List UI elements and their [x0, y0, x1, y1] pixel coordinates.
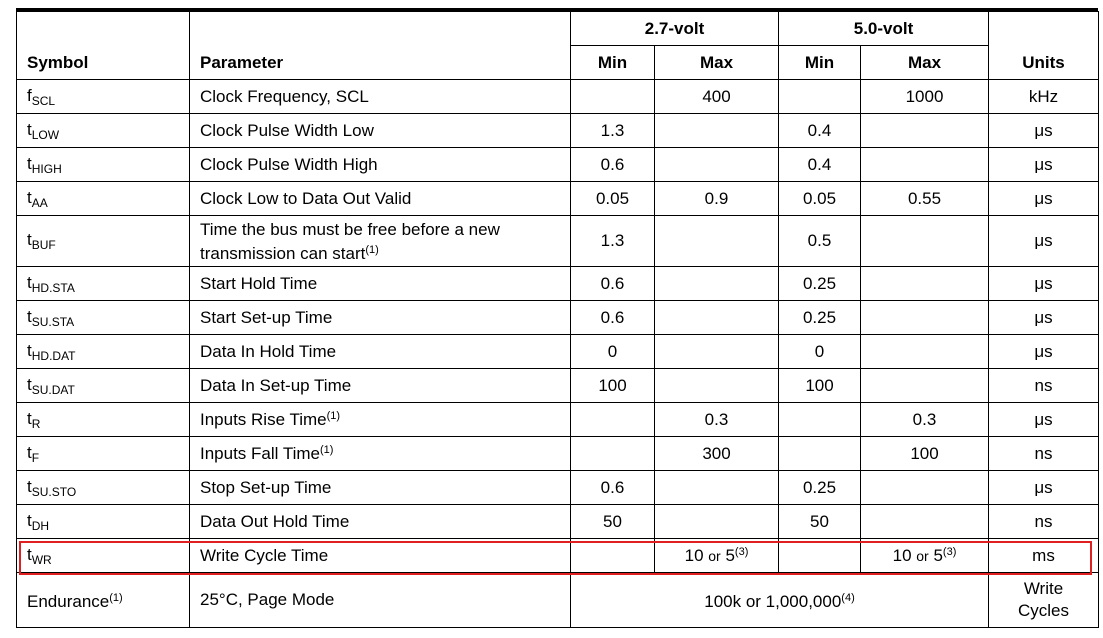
parameter-text: Inputs Rise Time: [200, 409, 327, 429]
footnote-ref: (3): [942, 545, 957, 558]
header-min-50: Min: [779, 46, 861, 80]
symbol-main: f: [27, 85, 32, 105]
symbol-subscript: F: [31, 450, 40, 465]
parameter-cell: [190, 403, 571, 437]
header-min-27: Min: [571, 46, 655, 80]
table-row-write-cycle-time: [17, 539, 1099, 573]
units-cell: ns: [989, 437, 1099, 471]
min-27-cell: 1.3: [571, 216, 655, 267]
units-cell: ms: [989, 539, 1099, 573]
symbol-subscript: LOW: [31, 127, 60, 142]
symbol-main: t: [27, 442, 32, 462]
symbol-main: t: [27, 153, 32, 173]
symbol-cell: [17, 471, 190, 505]
max-27-cell: [655, 267, 779, 301]
min-50-cell: 50: [779, 505, 861, 539]
symbol-cell: [17, 505, 190, 539]
table-row: [17, 114, 1099, 148]
max-27-cell: [655, 148, 779, 182]
symbol-main: t: [27, 510, 32, 530]
symbol-cell: [17, 301, 190, 335]
table-row: [17, 301, 1099, 335]
table-row: [17, 148, 1099, 182]
symbol-subscript: WR: [31, 552, 52, 567]
parameter-cell: [190, 216, 571, 267]
max-27-cell: 400: [655, 80, 779, 114]
units-cell: kHz: [989, 80, 1099, 114]
symbol-subscript: AA: [31, 195, 48, 210]
units-cell: μs: [989, 148, 1099, 182]
units-cell: μs: [989, 335, 1099, 369]
footnote-ref: (1): [320, 443, 334, 456]
header-row-groups: [17, 12, 1099, 46]
max-27-cell: [655, 335, 779, 369]
symbol-main: t: [27, 306, 32, 326]
symbol-subscript: HD.STA: [31, 280, 75, 295]
symbol-subscript: HD.DAT: [31, 348, 76, 363]
header-group-2-7-volt: 2.7-volt: [571, 12, 779, 46]
max-27-cell: [655, 471, 779, 505]
min-27-cell: [571, 80, 655, 114]
symbol-subscript: HIGH: [31, 161, 62, 176]
symbol-cell: [17, 437, 190, 471]
symbol-main: t: [27, 544, 32, 564]
endurance-units-cell: [989, 573, 1099, 628]
symbol-main: t: [27, 476, 32, 496]
table-row: [17, 437, 1099, 471]
symbol-subscript: SU.DAT: [31, 382, 75, 397]
units-line1: Write: [1023, 579, 1064, 598]
parameter-cell: Clock Pulse Width High: [190, 148, 571, 182]
min-50-cell: 0.05: [779, 182, 861, 216]
min-50-cell: 0.4: [779, 148, 861, 182]
header-max-50: Max: [861, 46, 989, 80]
min-27-cell: 0.6: [571, 148, 655, 182]
footnote-ref: (1): [365, 243, 379, 256]
symbol-cell: [17, 148, 190, 182]
max-50-cell: [861, 301, 989, 335]
header-group-5-0-volt: 5.0-volt: [779, 12, 989, 46]
min-27-cell: 0.6: [571, 301, 655, 335]
parameter-cell: Write Cycle Time: [190, 539, 571, 573]
max-50-cell: 0.55: [861, 182, 989, 216]
max-50-cell: [861, 148, 989, 182]
table-row: [17, 369, 1099, 403]
min-50-cell: [779, 437, 861, 471]
header-parameter: Parameter: [190, 12, 571, 80]
min-27-cell: [571, 539, 655, 573]
units-cell: μs: [989, 182, 1099, 216]
units-cell: μs: [989, 114, 1099, 148]
table-row: [17, 505, 1099, 539]
header-symbol: Symbol: [17, 12, 190, 80]
units-cell: ns: [989, 505, 1099, 539]
min-50-cell: 0.25: [779, 267, 861, 301]
parameter-line1: Time the bus must be free before a new: [200, 219, 500, 239]
value-or: or: [708, 547, 721, 564]
symbol-subscript: R: [31, 416, 41, 431]
max-50-cell: 0.3: [861, 403, 989, 437]
min-50-cell: 0.25: [779, 301, 861, 335]
symbol-main: t: [27, 230, 32, 249]
min-50-cell: 100: [779, 369, 861, 403]
min-50-cell: 0.25: [779, 471, 861, 505]
value-a: 10: [892, 545, 912, 565]
parameter-cell: Start Hold Time: [190, 267, 571, 301]
symbol-subscript: SU.STA: [31, 314, 75, 329]
max-27-cell: 300: [655, 437, 779, 471]
min-27-cell: 50: [571, 505, 655, 539]
table-row: [17, 80, 1099, 114]
max-50-cell: 1000: [861, 80, 989, 114]
max-27-cell: [655, 114, 779, 148]
symbol-cell: [17, 369, 190, 403]
min-27-cell: 0.6: [571, 267, 655, 301]
table-row: [17, 403, 1099, 437]
endurance-symbol-cell: [17, 573, 190, 628]
symbol-subscript: SCL: [31, 93, 56, 108]
symbol-main: t: [27, 119, 32, 139]
max-27-cell: [655, 216, 779, 267]
footnote-ref: (1): [109, 592, 123, 604]
parameter-cell: Stop Set-up Time: [190, 471, 571, 505]
symbol-cell: [17, 80, 190, 114]
units-cell: μs: [989, 267, 1099, 301]
value-or: or: [916, 547, 929, 564]
value-b: 5: [933, 545, 943, 565]
header-max-27: Max: [655, 46, 779, 80]
max-27-cell: [655, 369, 779, 403]
max-50-cell: 100: [861, 437, 989, 471]
value-a: 10: [684, 545, 704, 565]
min-27-cell: 1.3: [571, 114, 655, 148]
symbol-main: t: [27, 374, 32, 394]
parameter-cell: Start Set-up Time: [190, 301, 571, 335]
parameter-cell: Clock Low to Data Out Valid: [190, 182, 571, 216]
symbol-main: t: [27, 187, 32, 207]
units-cell: ns: [989, 369, 1099, 403]
min-27-cell: 0.05: [571, 182, 655, 216]
value-b: 5: [725, 545, 735, 565]
min-27-cell: 0.6: [571, 471, 655, 505]
max-50-cell: [861, 267, 989, 301]
max-27-cell: [655, 539, 779, 573]
min-27-cell: [571, 403, 655, 437]
units-cell: μs: [989, 301, 1099, 335]
max-50-cell: [861, 114, 989, 148]
table-row: [17, 216, 1099, 267]
parameter-line2: transmission can start: [200, 243, 366, 263]
endurance-label: Endurance: [27, 592, 110, 611]
max-50-cell: [861, 505, 989, 539]
min-50-cell: 0.4: [779, 114, 861, 148]
min-50-cell: 0.5: [779, 216, 861, 267]
max-50-cell: [861, 539, 989, 573]
max-50-cell: [861, 335, 989, 369]
table-row: [17, 267, 1099, 301]
parameter-cell: Data In Set-up Time: [190, 369, 571, 403]
units-cell: μs: [989, 471, 1099, 505]
symbol-cell: [17, 216, 190, 267]
symbol-subscript: BUF: [31, 238, 56, 252]
max-27-cell: 0.9: [655, 182, 779, 216]
min-50-cell: [779, 403, 861, 437]
max-27-cell: [655, 301, 779, 335]
table-row: [17, 471, 1099, 505]
table-row: [17, 182, 1099, 216]
endurance-value: 100k or 1,000,000: [704, 592, 842, 611]
symbol-subscript: DH: [31, 518, 50, 533]
header-units: Units: [989, 12, 1099, 80]
max-50-cell: [861, 369, 989, 403]
units-line2: Cycles: [1017, 601, 1069, 620]
max-27-cell: [655, 505, 779, 539]
symbol-subscript: SU.STO: [31, 484, 77, 499]
max-27-cell: 0.3: [655, 403, 779, 437]
symbol-main: t: [27, 340, 32, 360]
footnote-ref: (1): [326, 409, 341, 422]
footnote-ref: (4): [841, 592, 855, 604]
max-50-cell: [861, 471, 989, 505]
symbol-main: t: [27, 272, 32, 292]
parameter-cell: [190, 437, 571, 471]
min-50-cell: 0: [779, 335, 861, 369]
max-50-cell: [861, 216, 989, 267]
min-50-cell: [779, 80, 861, 114]
endurance-parameter-cell: 25°C, Page Mode: [190, 573, 571, 628]
units-cell: μs: [989, 216, 1099, 267]
footnote-ref: (3): [734, 545, 749, 558]
table-row-endurance: [17, 573, 1099, 628]
table-row: [17, 335, 1099, 369]
symbol-cell: [17, 182, 190, 216]
symbol-cell: [17, 335, 190, 369]
symbol-cell: [17, 267, 190, 301]
symbol-cell: [17, 403, 190, 437]
parameter-cell: Clock Pulse Width Low: [190, 114, 571, 148]
min-27-cell: 0: [571, 335, 655, 369]
ac-characteristics-table: [16, 11, 1099, 628]
parameter-cell: Clock Frequency, SCL: [190, 80, 571, 114]
min-27-cell: [571, 437, 655, 471]
parameter-text: Inputs Fall Time: [200, 443, 320, 463]
endurance-value-cell: [571, 573, 989, 628]
symbol-main: t: [27, 408, 32, 428]
symbol-cell: [17, 114, 190, 148]
units-cell: μs: [989, 403, 1099, 437]
min-27-cell: 100: [571, 369, 655, 403]
parameter-cell: Data Out Hold Time: [190, 505, 571, 539]
min-50-cell: [779, 539, 861, 573]
symbol-cell: [17, 539, 190, 573]
parameter-cell: Data In Hold Time: [190, 335, 571, 369]
